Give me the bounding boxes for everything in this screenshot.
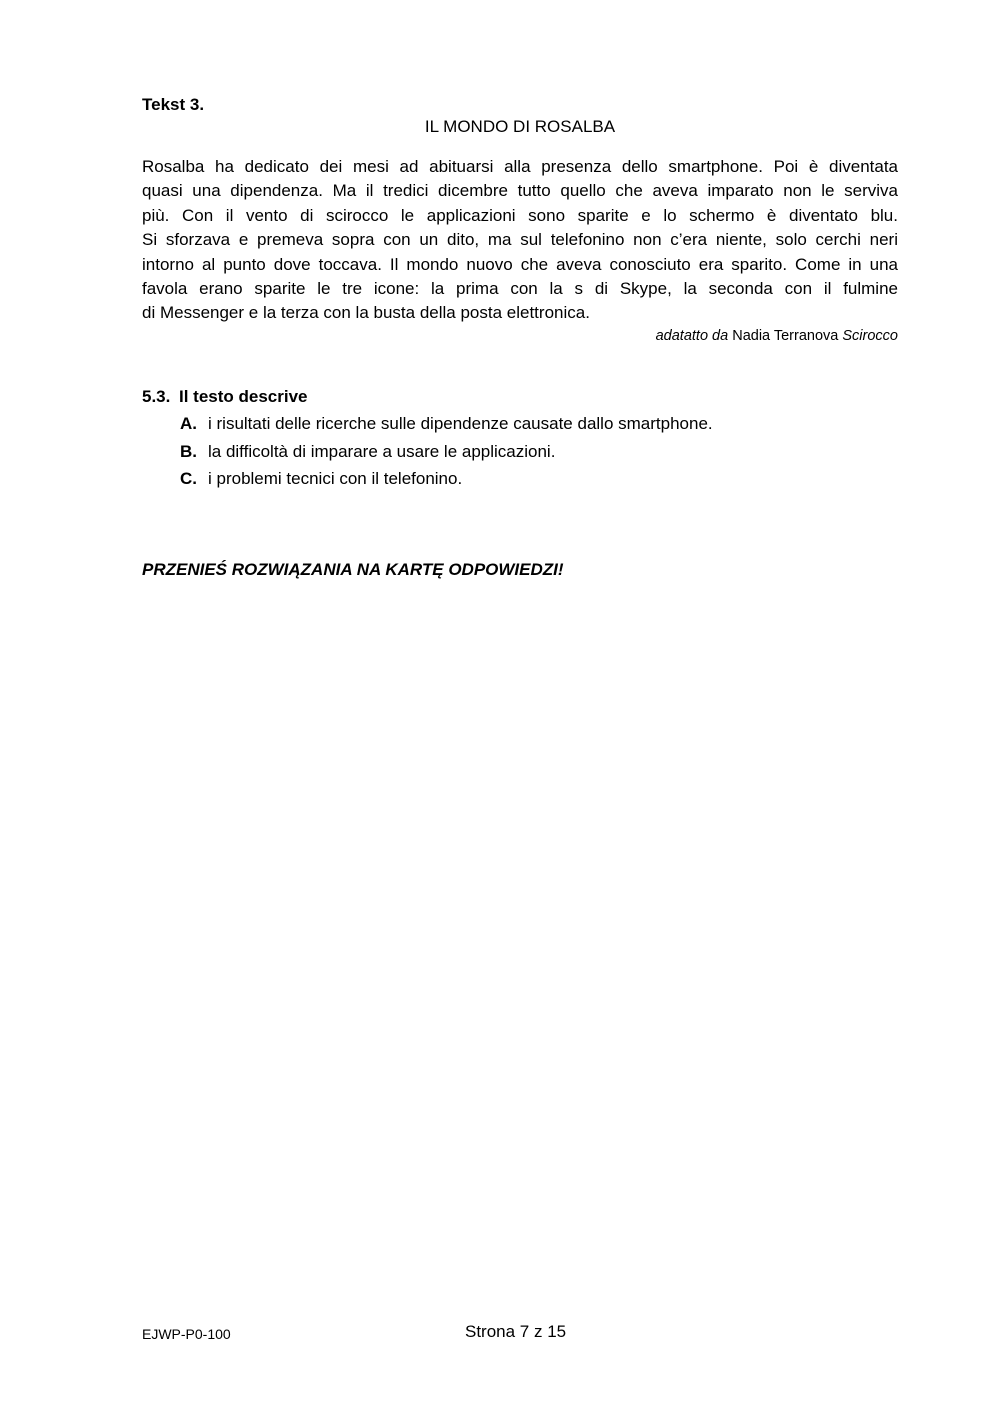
question-heading <box>142 386 308 408</box>
text-label: Tekst 3. <box>142 95 205 114</box>
passage-line: favola erano sparite le tre icone: la prima con la s di Skype, la seconda con il fulmine <box>142 279 898 299</box>
transfer-instruction: PRZENIEŚ ROZWIĄZANIA NA KARTĘ ODPOWIEDZI! <box>142 560 564 579</box>
option-letter: A. <box>180 414 197 433</box>
answer-options <box>180 413 713 496</box>
question-number: 5.3. <box>142 387 171 406</box>
exam-code: EJWP-P0-100 <box>142 1326 231 1342</box>
answer-option-a[interactable] <box>180 413 713 441</box>
page-number: Strona 7 z 15 <box>465 1322 567 1341</box>
passage-source <box>656 326 898 346</box>
passage-line: più. Con il vento di scirocco le applicazioni sono sparite e lo schermo è diventato blu. <box>142 205 898 225</box>
passage-line: intorno al punto dove toccava. Il mondo nuovo che aveva conosciuto era sparito. Come in una <box>142 254 898 274</box>
passage-line: quasi una dipendenza. Ma il tredici dicembre tutto quello che aveva imparato non le serviva <box>142 181 898 201</box>
passage-line: Rosalba ha dedicato dei mesi ad abituarsi alla presenza dello smartphone. Poi è diventata <box>142 157 898 176</box>
reading-passage <box>142 155 898 326</box>
source-work: Scirocco <box>842 328 898 344</box>
source-prefix: adatatto da <box>655 328 729 344</box>
source-author: Nadia Terranova <box>732 328 839 344</box>
option-letter: B. <box>180 441 197 461</box>
passage-line: Si sforzava e premeva sopra con un dito, ma sul telefonino non c’era niente, solo cerchi neri <box>142 230 898 250</box>
question-prompt: Il testo descrive <box>179 387 308 406</box>
option-text: la difficoltà di imparare a usare le applicazioni. <box>208 441 556 461</box>
option-text: i problemi tecnici con il telefonino. <box>208 469 463 488</box>
answer-option-b[interactable] <box>180 441 713 469</box>
text-title: IL MONDO DI ROSALBA <box>424 117 616 136</box>
option-text: i risultati delle ricerche sulle dipendenze causate dallo smartphone. <box>208 414 713 433</box>
answer-option-c[interactable] <box>180 468 713 496</box>
passage-line: di Messenger e la terza con la busta della posta elettronica. <box>142 303 590 323</box>
option-letter: C. <box>180 469 197 488</box>
